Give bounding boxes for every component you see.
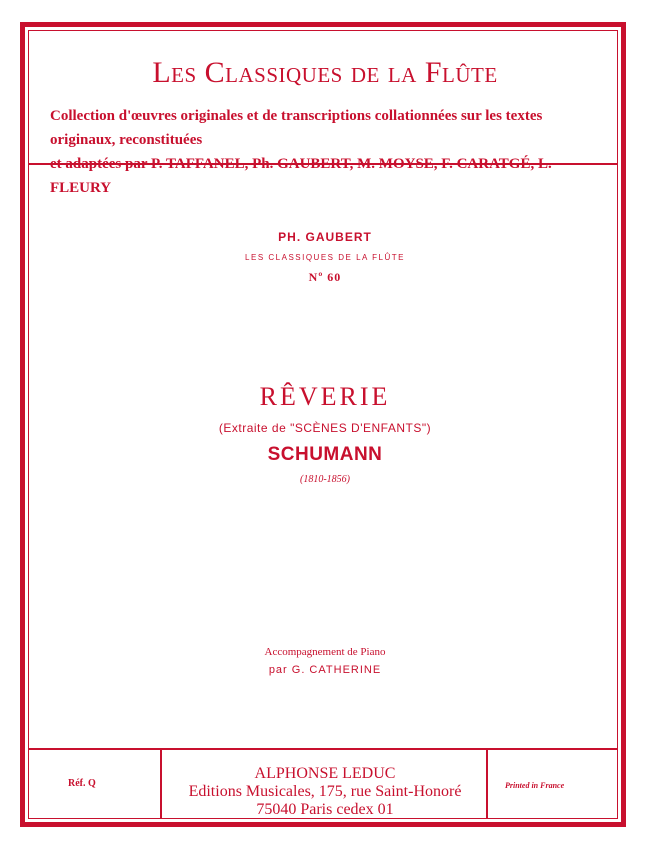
- publisher-address-line-1: Editions Musicales, 175, rue Saint-Honoré: [188, 783, 462, 800]
- collection-line-1: Collection d'œuvres originales et de transcriptions collationnées sur les textes originaux, reconstituées: [50, 108, 543, 148]
- reference-code: Réf. Q: [68, 778, 96, 789]
- series-number: Nº 60: [308, 270, 342, 284]
- work-title: RÊVERIE: [259, 382, 391, 411]
- series-label: LES CLASSIQUES DE LA FLÛTE: [245, 253, 405, 262]
- publisher-address-line-2: 75040 Paris cedex 01: [256, 801, 394, 818]
- publisher-name: ALPHONSE LEDUC: [254, 765, 396, 782]
- printed-in-label: Printed in France: [505, 781, 565, 790]
- accompaniment-label: Accompagnement de Piano: [264, 646, 386, 658]
- collection-description: [50, 104, 610, 200]
- composer-dates: (1810-1856): [300, 474, 350, 485]
- publisher-block: [0, 765, 650, 819]
- footer-divider: [28, 748, 618, 750]
- composer-name: SCHUMANN: [267, 444, 383, 465]
- work-subtitle: (Extraite de "SCÈNES D'ENFANTS"): [218, 421, 432, 435]
- editor-name: PH. GAUBERT: [278, 230, 372, 244]
- series-title: Les Classiques de la Flûte: [152, 56, 498, 89]
- collection-line-2: et adaptées par P. TAFFANEL, Ph. GAUBERT, M. MOYSE, F. CARATGÉ, L. FLEURY: [50, 156, 552, 196]
- arranger-name: par G. CATHERINE: [268, 664, 382, 676]
